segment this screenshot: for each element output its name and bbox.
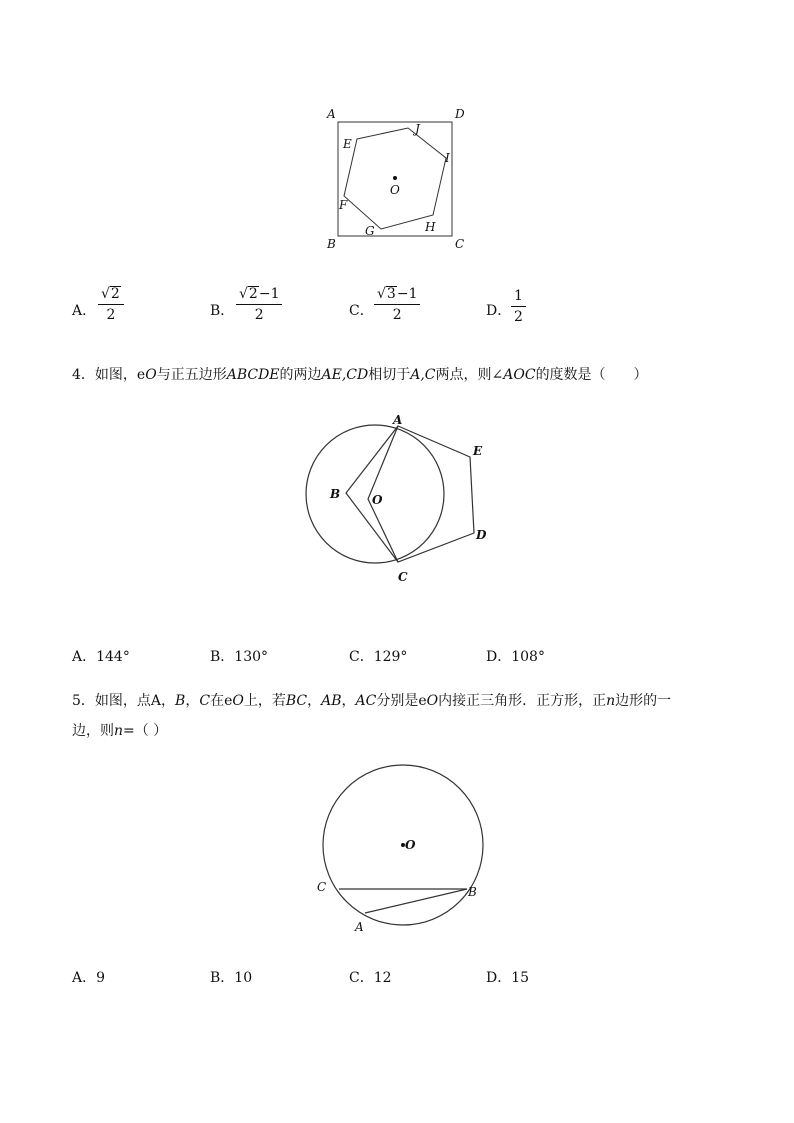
label-d: D: [455, 107, 465, 121]
label-o: O: [405, 838, 416, 852]
label-e: E: [473, 444, 483, 458]
label-h: H: [425, 220, 436, 234]
label-a: A: [355, 920, 364, 934]
q5-option-c: C．12: [349, 970, 392, 986]
label-a: A: [327, 107, 336, 121]
label-f: F: [339, 198, 348, 212]
label-j: J: [415, 122, 420, 136]
label-a: A: [393, 413, 403, 427]
label-c: C: [455, 237, 465, 251]
q5-option-b: B．10: [210, 970, 253, 986]
figure-circle-pentagon: [290, 400, 500, 595]
q4-option-c: C．129°: [349, 649, 408, 665]
q5-option-d: D．15: [486, 970, 530, 986]
q4-option-b: B．130°: [210, 649, 269, 665]
pentagon-abcde: [346, 426, 474, 562]
q3-option-a-fraction: $\frac{√2}{2}$: [98, 286, 124, 323]
q4-option-a: A．144°: [72, 649, 130, 665]
label-b: B: [327, 237, 336, 251]
chord-ab: [365, 889, 467, 913]
label-e: E: [343, 137, 352, 151]
q3-option-c-fraction: $\frac{√3-1}{2}$: [374, 286, 420, 323]
label-g: G: [365, 224, 375, 238]
figure-circle-chords: [305, 755, 495, 940]
q3-option-d-letter: D．: [486, 303, 512, 319]
label-o: O: [372, 493, 383, 507]
q5-option-a: A．9: [72, 970, 106, 986]
label-i: I: [445, 151, 450, 165]
label-d: D: [476, 528, 487, 542]
label-c: C: [317, 880, 327, 894]
q3-option-a-letter: A．: [72, 303, 97, 319]
q5-question-line1: 5．如图，点A，B，C在eO上，若BC，AB，AC分别是eO内接正三角形．正方形，正n边形的一: [72, 693, 672, 709]
q3-option-c-letter: C．: [349, 303, 374, 319]
q4-question-text: 4．如图，eO与正五边形ABCDE的两边AE,CD相切于A,C两点，则∠AOC的度数是（ ）: [72, 367, 648, 383]
q3-option-b-letter: B．: [210, 303, 235, 319]
q4-option-d: D．108°: [486, 649, 545, 665]
center-point-o: [393, 176, 397, 180]
label-b: B: [330, 487, 341, 501]
figure-square-hexagon: [310, 100, 490, 260]
label-o: O: [390, 183, 400, 197]
q5-question-line2: 边，则n=（ ）: [72, 723, 168, 739]
label-b: B: [468, 885, 477, 899]
q3-option-d-fraction: $\frac{1}{2}$: [511, 288, 526, 325]
label-c: C: [398, 570, 408, 584]
q3-option-b-fraction: $\frac{√2-1}{2}$: [236, 286, 282, 323]
